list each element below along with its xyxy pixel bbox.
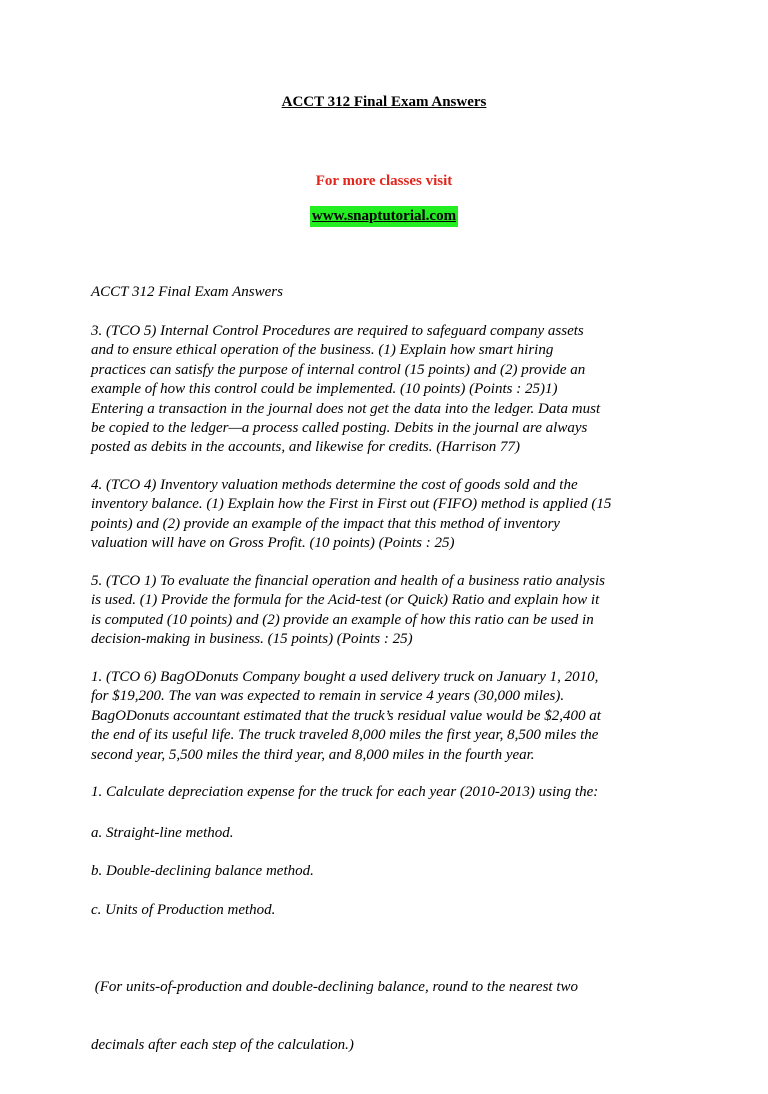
rounding-note-line: (For units-of-production and double-declining balance, round to the nearest two <box>91 978 579 995</box>
question-1-calc: 1. Calculate depreciation expense for the truck for each year (2010-2013) using the: <box>91 784 599 800</box>
question-3 <box>91 322 691 458</box>
option-b: b. Double-declining balance method. <box>91 863 314 879</box>
question-1 <box>91 668 691 765</box>
promo-link[interactable]: www.snaptutorial.com <box>310 206 458 227</box>
promo-text: For more classes visit <box>315 173 453 189</box>
heading-repeat: ACCT 312 Final Exam Answers <box>91 284 283 300</box>
question-5-line: is used. (1) Provide the formula for the Acid-test (or Quick) Ratio and explain how it <box>91 592 600 609</box>
document-title: ACCT 312 Final Exam Answers <box>281 94 487 110</box>
question-3-line: example of how this control could be implemented. (10 points) (Points : 25)1) <box>91 381 558 398</box>
question-5-line: is computed (10 points) and (2) provide an example of how this ratio can be used in <box>91 611 594 628</box>
rounding-note-line: decimals after each step of the calculation.) <box>91 1037 354 1054</box>
question-1-line: 1. (TCO 6) BagODonuts Company bought a used delivery truck on January 1, 2010, <box>91 669 599 685</box>
question-4-line: 4. (TCO 4) Inventory valuation methods determine the cost of goods sold and the <box>91 477 578 493</box>
question-1-line: the end of its useful life. The truck traveled 8,000 miles the first year, 8,500 miles the <box>91 727 599 744</box>
question-3-line: posted as debits in the accounts, and likewise for credits. (Harrison 77) <box>91 439 520 456</box>
question-1-line: second year, 5,500 miles the third year, and 8,000 miles in the fourth year. <box>91 746 535 763</box>
question-3-line: and to ensure ethical operation of the business. (1) Explain how smart hiring <box>91 342 554 359</box>
question-5-line: 5. (TCO 1) To evaluate the financial operation and health of a business ratio analysis <box>91 573 606 589</box>
rounding-note <box>91 939 691 1094</box>
question-1-line: BagODonuts accountant estimated that the truck’s residual value would be $2,400 at <box>91 707 601 724</box>
promo-link-wrap <box>0 206 768 227</box>
question-5-line: decision-making in business. (15 points) (Points : 25) <box>91 631 413 648</box>
question-3-line: 3. (TCO 5) Internal Control Procedures are required to safeguard company assets <box>91 323 584 339</box>
question-4 <box>91 476 691 554</box>
question-5 <box>91 572 691 650</box>
question-3-line: Entering a transaction in the journal does not get the data into the ledger. Data must <box>91 400 601 417</box>
question-4-line: inventory balance. (1) Explain how the First in First out (FIFO) method is applied (15 <box>91 496 612 513</box>
question-3-line: practices can satisfy the purpose of internal control (15 points) and (2) provide an <box>91 361 586 378</box>
question-4-line: valuation will have on Gross Profit. (10 points) (Points : 25) <box>91 535 455 552</box>
question-4-line: points) and (2) provide an example of the impact that this method of inventory <box>91 515 560 532</box>
option-a: a. Straight-line method. <box>91 825 234 841</box>
question-1-line: for $19,200. The van was expected to remain in service 4 years (30,000 miles). <box>91 688 565 705</box>
option-c: c. Units of Production method. <box>91 902 276 918</box>
question-3-line: be copied to the ledger—a process called posting. Debits in the journal are always <box>91 420 588 437</box>
